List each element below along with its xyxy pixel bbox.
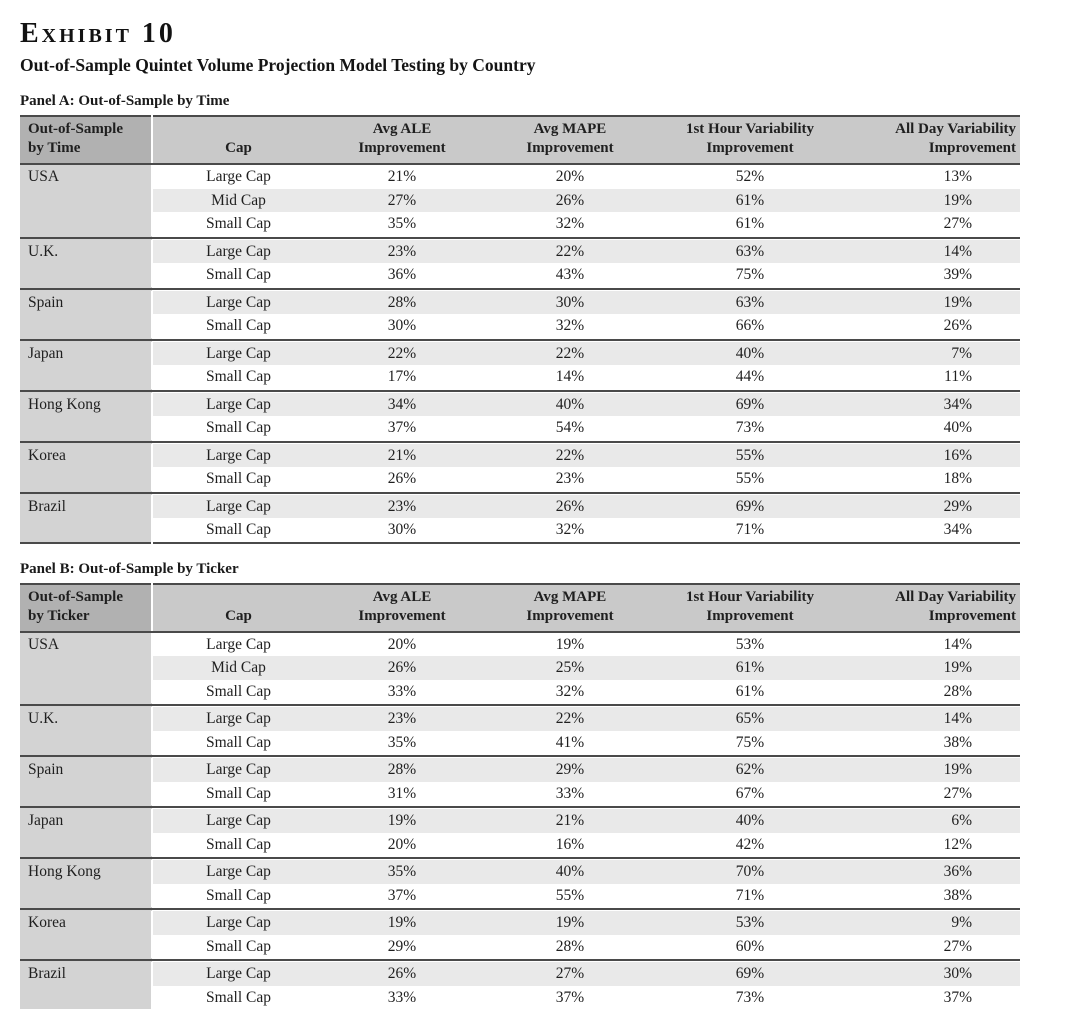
table-body — [20, 164, 1020, 543]
value-cell: 27% — [840, 935, 1020, 959]
value-cell: 35% — [324, 860, 480, 884]
value-cell: 14% — [840, 632, 1020, 657]
value-cell: 26% — [324, 656, 480, 680]
value-cell: 17% — [324, 365, 480, 389]
value-cell: 40% — [660, 342, 840, 366]
table-row — [20, 911, 1020, 935]
cap-cell: Small Cap — [152, 680, 324, 704]
value-cell: 19% — [324, 911, 480, 935]
value-cell: 25% — [480, 656, 660, 680]
value-cell: 37% — [324, 884, 480, 908]
header-line: Improvement — [928, 607, 1016, 624]
separator-line — [152, 806, 1020, 808]
value-cell: 27% — [324, 189, 480, 213]
value-cell: 18% — [840, 467, 1020, 491]
panel-label: Panel B: Out-of-Sample by Ticker — [20, 560, 239, 577]
header-row — [20, 584, 1020, 632]
header-line: Improvement — [706, 140, 794, 156]
value-cell: 29% — [480, 758, 660, 782]
separator-line — [20, 908, 152, 910]
column-header-metric — [660, 584, 840, 632]
value-cell: 36% — [324, 263, 480, 287]
cap-cell: Large Cap — [152, 393, 324, 417]
table-row — [20, 656, 1020, 680]
separator-line — [152, 704, 1020, 706]
value-cell: 28% — [324, 291, 480, 315]
separator-line — [20, 959, 152, 961]
value-cell: 39% — [840, 263, 1020, 287]
value-cell: 30% — [324, 518, 480, 543]
value-cell: 26% — [480, 495, 660, 519]
value-cell: 21% — [480, 809, 660, 833]
value-cell: 44% — [660, 365, 840, 389]
separator-line — [20, 492, 152, 494]
column-header-metric — [840, 116, 1020, 164]
value-cell: 40% — [480, 393, 660, 417]
country-cell: Japan — [20, 809, 152, 856]
value-cell: 19% — [480, 911, 660, 935]
value-cell: 23% — [324, 240, 480, 264]
cap-cell: Small Cap — [152, 365, 324, 389]
data-table — [20, 583, 1020, 1010]
header-line: Out-of-Sample — [28, 121, 123, 137]
value-cell: 69% — [660, 393, 840, 417]
exhibit-title: Out-of-Sample Quintet Volume Projection Model Testing by Country — [20, 55, 536, 75]
cap-cell: Small Cap — [152, 935, 324, 959]
value-cell: 61% — [660, 680, 840, 704]
header-line: Improvement — [358, 140, 446, 156]
header-line: 1st Hour Variability — [685, 588, 815, 605]
value-cell: 28% — [324, 758, 480, 782]
table-row — [20, 758, 1020, 782]
value-cell: 69% — [660, 962, 840, 986]
cap-cell: Large Cap — [152, 240, 324, 264]
header-line: Out-of-Sample — [28, 588, 123, 605]
value-cell: 38% — [840, 884, 1020, 908]
value-cell: 55% — [480, 884, 660, 908]
column-header-metric — [324, 584, 480, 632]
header-line — [155, 588, 322, 607]
separator-line — [20, 339, 152, 341]
country-cell: Brazil — [20, 962, 152, 1009]
table-row — [20, 731, 1020, 755]
value-cell: 21% — [324, 444, 480, 468]
table-row — [20, 444, 1020, 468]
value-cell: 37% — [840, 986, 1020, 1010]
value-cell: 62% — [660, 758, 840, 782]
table-row — [20, 884, 1020, 908]
column-header-metric — [480, 584, 660, 632]
value-cell: 40% — [660, 809, 840, 833]
value-cell: 42% — [660, 833, 840, 857]
column-header-cap — [152, 116, 324, 164]
value-cell: 71% — [660, 518, 840, 543]
table-row — [20, 467, 1020, 491]
separator-line — [20, 806, 152, 808]
cap-cell: Small Cap — [152, 263, 324, 287]
value-cell: 32% — [480, 314, 660, 338]
value-cell: 60% — [660, 935, 840, 959]
value-cell: 40% — [840, 416, 1020, 440]
value-cell: 31% — [324, 782, 480, 806]
value-cell: 16% — [480, 833, 660, 857]
cap-cell: Large Cap — [152, 495, 324, 519]
value-cell: 55% — [660, 444, 840, 468]
value-cell: 22% — [480, 444, 660, 468]
table-row — [20, 212, 1020, 236]
value-cell: 14% — [840, 707, 1020, 731]
separator-line — [152, 441, 1020, 443]
value-cell: 23% — [324, 495, 480, 519]
value-cell: 26% — [480, 189, 660, 213]
cap-cell: Large Cap — [152, 962, 324, 986]
value-cell: 22% — [480, 342, 660, 366]
value-cell: 67% — [660, 782, 840, 806]
country-cell: Spain — [20, 758, 152, 805]
table-row — [20, 518, 1020, 543]
header-row — [20, 116, 1020, 164]
column-header-metric — [480, 116, 660, 164]
header-line: Avg ALE — [372, 588, 432, 605]
header-line: by Ticker — [28, 607, 90, 624]
value-cell: 19% — [840, 291, 1020, 315]
separator-line — [152, 390, 1020, 392]
cap-cell: Large Cap — [152, 707, 324, 731]
value-cell: 32% — [480, 518, 660, 543]
separator-line — [20, 390, 152, 392]
cap-cell: Large Cap — [152, 291, 324, 315]
table-row — [20, 416, 1020, 440]
column-header-row-label — [20, 584, 152, 632]
value-cell: 20% — [324, 632, 480, 657]
header-line: All Day Variability — [895, 588, 1016, 605]
country-cell: USA — [20, 164, 152, 236]
column-header-metric — [660, 116, 840, 164]
separator-line — [152, 857, 1020, 859]
table-row — [20, 986, 1020, 1010]
cap-cell: Small Cap — [152, 884, 324, 908]
value-cell: 19% — [324, 809, 480, 833]
country-cell: Korea — [20, 911, 152, 958]
value-cell: 28% — [840, 680, 1020, 704]
header-line: All Day Variability — [895, 121, 1016, 137]
panel-a — [20, 92, 1060, 544]
cap-cell: Large Cap — [152, 758, 324, 782]
value-cell: 20% — [480, 164, 660, 189]
header-line — [155, 120, 322, 139]
value-cell: 54% — [480, 416, 660, 440]
value-cell: 38% — [840, 731, 1020, 755]
value-cell: 71% — [660, 884, 840, 908]
table-row — [20, 393, 1020, 417]
value-cell: 27% — [840, 212, 1020, 236]
value-cell: 35% — [324, 212, 480, 236]
header-line: Improvement — [928, 140, 1016, 156]
value-cell: 22% — [324, 342, 480, 366]
cap-cell: Large Cap — [152, 911, 324, 935]
separator-line — [152, 755, 1020, 757]
exhibit-label: Exhibit 10 — [20, 18, 176, 49]
value-cell: 7% — [840, 342, 1020, 366]
separator-line — [152, 237, 1020, 239]
value-cell: 33% — [324, 986, 480, 1010]
value-cell: 34% — [840, 393, 1020, 417]
country-cell: Korea — [20, 444, 152, 491]
value-cell: 37% — [480, 986, 660, 1010]
cap-cell: Large Cap — [152, 444, 324, 468]
value-cell: 32% — [480, 212, 660, 236]
header-line: Avg ALE — [372, 121, 432, 137]
table-body — [20, 632, 1020, 1010]
value-cell: 21% — [324, 164, 480, 189]
country-cell: Spain — [20, 291, 152, 338]
value-cell: 52% — [660, 164, 840, 189]
separator-line — [152, 339, 1020, 341]
separator-line — [20, 704, 152, 706]
cap-cell: Large Cap — [152, 860, 324, 884]
cap-cell: Mid Cap — [152, 189, 324, 213]
value-cell: 33% — [324, 680, 480, 704]
panel-b — [20, 560, 1060, 1010]
separator-line — [152, 492, 1020, 494]
header-line: by Time — [28, 140, 81, 156]
value-cell: 53% — [660, 632, 840, 657]
separator-line — [20, 857, 152, 859]
column-header-row-label — [20, 116, 152, 164]
cap-cell: Small Cap — [152, 833, 324, 857]
cap-cell: Small Cap — [152, 986, 324, 1010]
value-cell: 55% — [660, 467, 840, 491]
header-line: Avg MAPE — [533, 121, 607, 137]
separator-line — [20, 288, 152, 290]
table-row — [20, 782, 1020, 806]
value-cell: 43% — [480, 263, 660, 287]
value-cell: 23% — [324, 707, 480, 731]
country-cell: Brazil — [20, 495, 152, 543]
table-row — [20, 962, 1020, 986]
table-row — [20, 365, 1020, 389]
cap-cell: Small Cap — [152, 518, 324, 543]
value-cell: 23% — [480, 467, 660, 491]
value-cell: 26% — [324, 962, 480, 986]
table-row — [20, 189, 1020, 213]
cap-cell: Small Cap — [152, 467, 324, 491]
value-cell: 11% — [840, 365, 1020, 389]
value-cell: 73% — [660, 986, 840, 1010]
value-cell: 33% — [480, 782, 660, 806]
value-cell: 27% — [480, 962, 660, 986]
value-cell: 14% — [480, 365, 660, 389]
value-cell: 61% — [660, 656, 840, 680]
cap-cell: Small Cap — [152, 314, 324, 338]
value-cell: 65% — [660, 707, 840, 731]
country-cell: U.K. — [20, 707, 152, 754]
separator-line — [152, 959, 1020, 961]
separator-line — [20, 237, 152, 239]
header-line: Cap — [225, 140, 252, 156]
value-cell: 34% — [324, 393, 480, 417]
table-header — [20, 116, 1020, 164]
value-cell: 34% — [840, 518, 1020, 543]
value-cell: 19% — [840, 656, 1020, 680]
value-cell: 69% — [660, 495, 840, 519]
cap-cell: Small Cap — [152, 416, 324, 440]
value-cell: 9% — [840, 911, 1020, 935]
value-cell: 73% — [660, 416, 840, 440]
header-line: Improvement — [706, 607, 794, 624]
country-cell: U.K. — [20, 240, 152, 287]
cap-cell: Mid Cap — [152, 656, 324, 680]
country-cell: Hong Kong — [20, 393, 152, 440]
table-row — [20, 632, 1020, 657]
value-cell: 35% — [324, 731, 480, 755]
table-row — [20, 833, 1020, 857]
value-cell: 37% — [324, 416, 480, 440]
table-row — [20, 680, 1020, 704]
cap-cell: Large Cap — [152, 164, 324, 189]
panel-label: Panel A: Out-of-Sample by Time — [20, 93, 230, 109]
column-header-cap — [152, 584, 324, 632]
cap-cell: Small Cap — [152, 212, 324, 236]
separator-line — [20, 441, 152, 443]
value-cell: 30% — [480, 291, 660, 315]
country-cell: Hong Kong — [20, 860, 152, 907]
table-row — [20, 809, 1020, 833]
value-cell: 6% — [840, 809, 1020, 833]
separator-line — [20, 755, 152, 757]
table-row — [20, 342, 1020, 366]
value-cell: 29% — [840, 495, 1020, 519]
value-cell: 14% — [840, 240, 1020, 264]
value-cell: 16% — [840, 444, 1020, 468]
separator-line — [152, 908, 1020, 910]
value-cell: 36% — [840, 860, 1020, 884]
table-row — [20, 291, 1020, 315]
table-row — [20, 263, 1020, 287]
cap-cell: Small Cap — [152, 731, 324, 755]
value-cell: 26% — [840, 314, 1020, 338]
value-cell: 32% — [480, 680, 660, 704]
table-row — [20, 707, 1020, 731]
value-cell: 61% — [660, 212, 840, 236]
value-cell: 40% — [480, 860, 660, 884]
value-cell: 20% — [324, 833, 480, 857]
header-line: Improvement — [526, 607, 614, 624]
panels — [20, 92, 1060, 1009]
header-line: 1st Hour Variability — [685, 121, 815, 137]
header-line: Improvement — [358, 607, 446, 624]
table-row — [20, 860, 1020, 884]
value-cell: 30% — [324, 314, 480, 338]
value-cell: 28% — [480, 935, 660, 959]
cap-cell: Large Cap — [152, 342, 324, 366]
value-cell: 61% — [660, 189, 840, 213]
data-table — [20, 115, 1020, 544]
value-cell: 12% — [840, 833, 1020, 857]
value-cell: 66% — [660, 314, 840, 338]
cap-cell: Large Cap — [152, 809, 324, 833]
header-line: Avg MAPE — [533, 588, 607, 605]
value-cell: 75% — [660, 731, 840, 755]
value-cell: 22% — [480, 240, 660, 264]
cap-cell: Large Cap — [152, 632, 324, 657]
value-cell: 63% — [660, 291, 840, 315]
country-cell: USA — [20, 632, 152, 704]
value-cell: 63% — [660, 240, 840, 264]
value-cell: 27% — [840, 782, 1020, 806]
table-row — [20, 240, 1020, 264]
header-line: Cap — [225, 607, 252, 624]
table-header — [20, 584, 1020, 632]
table-row — [20, 314, 1020, 338]
value-cell: 29% — [324, 935, 480, 959]
value-cell: 26% — [324, 467, 480, 491]
table-row — [20, 935, 1020, 959]
value-cell: 19% — [840, 758, 1020, 782]
header-line: Improvement — [526, 140, 614, 156]
value-cell: 41% — [480, 731, 660, 755]
separator-line — [152, 288, 1020, 290]
table-row — [20, 495, 1020, 519]
cap-cell: Small Cap — [152, 782, 324, 806]
column-header-metric — [324, 116, 480, 164]
value-cell: 70% — [660, 860, 840, 884]
column-header-metric — [840, 584, 1020, 632]
value-cell: 75% — [660, 263, 840, 287]
table-row — [20, 164, 1020, 189]
value-cell: 19% — [840, 189, 1020, 213]
value-cell: 30% — [840, 962, 1020, 986]
country-cell: Japan — [20, 342, 152, 389]
value-cell: 53% — [660, 911, 840, 935]
value-cell: 22% — [480, 707, 660, 731]
value-cell: 13% — [840, 164, 1020, 189]
value-cell: 19% — [480, 632, 660, 657]
